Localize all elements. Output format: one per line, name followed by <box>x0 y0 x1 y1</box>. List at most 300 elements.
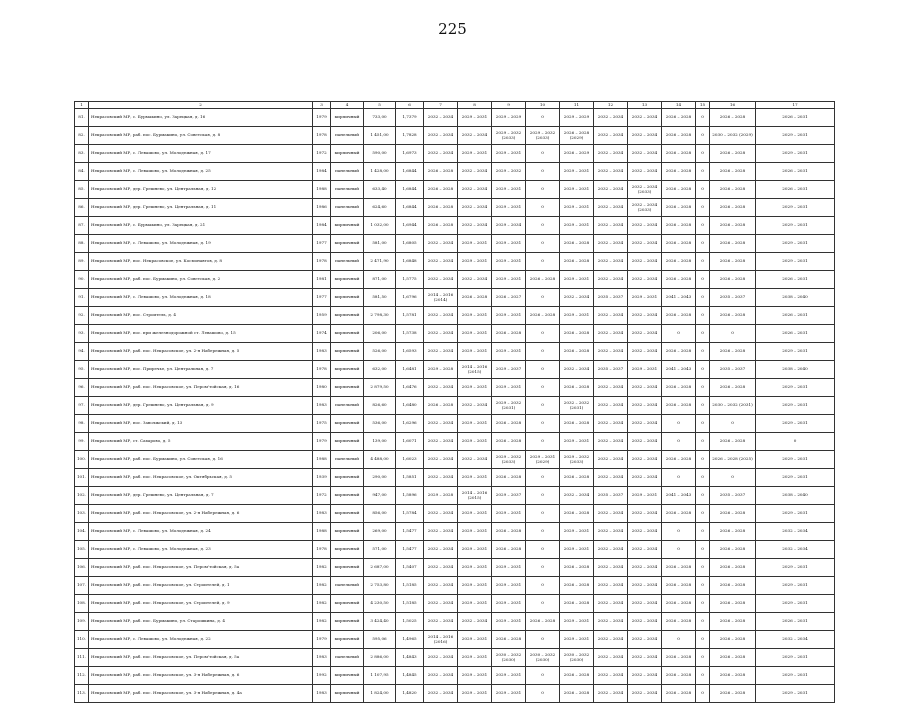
table-row <box>75 325 835 343</box>
table-cell: 269,00 <box>364 523 396 541</box>
table-cell: 2029 – 2031 <box>560 199 594 217</box>
table-cell: 2029 – 2031 <box>492 145 526 163</box>
table-cell: кирпичный <box>331 307 364 325</box>
table-cell: 1982 <box>313 613 331 631</box>
table-cell: 0 <box>696 361 710 379</box>
table-cell: 83. <box>75 145 89 163</box>
table-cell: 2038 – 2040 <box>756 361 835 379</box>
table-cell: 2029 – 2031 <box>458 505 492 523</box>
table-cell: 2026 – 2029 <box>560 145 594 163</box>
table-cell: 526,00 <box>364 343 396 361</box>
table-cell: 2029 – 2031 <box>458 523 492 541</box>
table-cell: панельный <box>331 397 364 415</box>
table-cell: 1,5477 <box>396 523 424 541</box>
table-cell: 2026 – 2028 <box>710 343 756 361</box>
table-cell: 2032 – 2034 <box>424 415 458 433</box>
table-cell: 2026 – 2028 <box>710 505 756 523</box>
table-cell: 2032 – 2034 <box>594 559 628 577</box>
table-cell: 2026 – 2028 <box>662 199 696 217</box>
address-cell: Некрасовский МР, дер. Грешнево, ул. Центральная, д. 11 <box>89 199 313 217</box>
table-cell: 2026 – 2028 <box>662 649 696 667</box>
table-cell: 0 <box>526 559 560 577</box>
table-cell: 2032 – 2034 <box>628 163 662 181</box>
table-cell: 101. <box>75 469 89 487</box>
table-row <box>75 505 835 523</box>
table-cell: 2029 – 2031 <box>458 469 492 487</box>
table-cell: 2032 – 2034 <box>424 685 458 703</box>
table-cell: 2032 – 2034 <box>424 271 458 289</box>
table-cell: 2038 – 2040 <box>756 487 835 505</box>
table-cell: 0 <box>526 667 560 685</box>
table-cell: 108. <box>75 595 89 613</box>
table-cell: 1,5738 <box>396 325 424 343</box>
table-cell: 1978 <box>313 361 331 379</box>
address-cell: Некрасовский МР, раб. пос. Некрасовское, ул. Пером'тойская, д. 5а <box>89 559 313 577</box>
table-cell: 0 <box>696 559 710 577</box>
table-cell: 1984 <box>313 163 331 181</box>
table-cell: 0 <box>526 631 560 649</box>
table-cell: 0 <box>696 415 710 433</box>
table-cell: 2029 – 2031 <box>492 667 526 685</box>
table-cell: 2026 – 2028 <box>710 649 756 667</box>
table-cell: 1 428,00 <box>364 163 396 181</box>
table-cell: 2029 – 2037 <box>492 487 526 505</box>
address-cell: Некрасовский МР, раб. пос. Бурмакино, ул. Советская, д. 2 <box>89 271 313 289</box>
table-cell: панельный <box>331 127 364 145</box>
table-cell: 2032 – 2034 <box>594 541 628 559</box>
table-cell: 1979 <box>313 631 331 649</box>
table-cell: 2029 – 2031 <box>628 289 662 307</box>
address-cell: Некрасовский МР, раб. пос. Некрасовское, ул. Пером'тойская, д. 5а <box>89 649 313 667</box>
table-cell: 2026 – 2028 <box>710 109 756 127</box>
table-cell: 2032 – 2034 <box>628 433 662 451</box>
table-cell: 0 <box>526 289 560 307</box>
table-cell: 139,00 <box>364 433 396 451</box>
table-cell: 0 <box>526 379 560 397</box>
table-cell: 2029 – 2031 <box>756 415 835 433</box>
address-cell: Некрасовский МР, раб. пос. Некрасовское, ул. Октябрьская, д. 5 <box>89 469 313 487</box>
address-cell: Некрасовский МР, с. Левашово, ул. Молодежная, д. 23 <box>89 541 313 559</box>
table-cell: 2026 – 2028 <box>560 577 594 595</box>
table-cell: 2026 – 2028 <box>492 541 526 559</box>
table-cell: 2026 – 2028 <box>662 505 696 523</box>
table-cell: 2026 – 2028 <box>710 613 756 631</box>
table-cell: 1,6796 <box>396 289 424 307</box>
table-cell: 2032 – 2034 <box>424 433 458 451</box>
table-cell: 0 <box>696 271 710 289</box>
table-cell: кирпичный <box>331 559 364 577</box>
table-cell: 2032 – 2034 <box>594 577 628 595</box>
table-cell: 2032 – 2034 <box>594 505 628 523</box>
table-cell: 2026 – 2028 <box>710 631 756 649</box>
table-row <box>75 685 835 703</box>
table-cell: 2029 – 2031 <box>458 541 492 559</box>
table-cell: 1 451,00 <box>364 127 396 145</box>
address-cell: Некрасовский МР, раб. пос. Некрасовское, ул. 2-я Набережная, д. 6 <box>89 505 313 523</box>
table-cell: 2026 – 2028 <box>710 433 756 451</box>
table-cell: 826,60 <box>364 397 396 415</box>
table-cell: 2026 – 2028 <box>662 127 696 145</box>
table-cell: кирпичный <box>331 217 364 235</box>
table-cell: 2026 – 2028 <box>424 217 458 235</box>
table-cell: 2032 – 2034 <box>560 289 594 307</box>
table-cell: 0 <box>696 685 710 703</box>
table-cell: 0 <box>526 253 560 271</box>
table-cell: 1939 <box>313 469 331 487</box>
table-cell: кирпичный <box>331 469 364 487</box>
table-row <box>75 415 835 433</box>
table-cell: 2026 – 2028 <box>710 307 756 325</box>
table-cell: 0 <box>526 397 560 415</box>
table-cell: 0 <box>710 415 756 433</box>
table-cell: 1978 <box>313 541 331 559</box>
table-cell: кирпичный <box>331 523 364 541</box>
table-cell: 2032 – 2034 <box>628 109 662 127</box>
table-cell: кирпичный <box>331 667 364 685</box>
table-cell: 2032 – 2034 <box>424 523 458 541</box>
address-cell: Некрасовский МР, с. Левашово, ул. Молодежная, д. 22 <box>89 631 313 649</box>
table-cell: 2029 – 2031 <box>756 685 835 703</box>
table-cell: 2035 – 2037 <box>710 487 756 505</box>
table-row <box>75 235 835 253</box>
table-cell: 2026 – 2028 <box>710 253 756 271</box>
table-cell: 2032 – 2034 <box>458 163 492 181</box>
table-cell: 2026 – 2028 <box>662 235 696 253</box>
table-cell: 2032 – 2034 <box>628 559 662 577</box>
table-cell: 0 <box>526 577 560 595</box>
table-cell: 1977 <box>313 235 331 253</box>
table-cell: 1,5896 <box>396 487 424 505</box>
table-cell: 2026 – 2028 <box>710 577 756 595</box>
table-cell: 1972 <box>313 145 331 163</box>
table-cell: 2032 – 2034 <box>594 379 628 397</box>
table-cell: 2026 – 2028 <box>710 667 756 685</box>
column-number: 5 <box>364 102 396 109</box>
table-cell: 2029 – 2032 (2033) <box>560 451 594 469</box>
table-cell: кирпичный <box>331 685 364 703</box>
address-cell: Некрасовский МР, раб. пос. Бурмакино, ул. Старошкина, д. 4 <box>89 613 313 631</box>
table-cell: 96. <box>75 379 89 397</box>
table-cell: 2029 – 2031 <box>756 343 835 361</box>
address-cell: Некрасовский МР, дер. Грешнево, ул. Центральная, д. 7 <box>89 487 313 505</box>
table-cell: 2032 – 2034 <box>458 613 492 631</box>
table-cell: 1992 <box>313 667 331 685</box>
table-cell: 2032 – 2034 <box>628 541 662 559</box>
table-cell: 2032 – 2034 <box>628 631 662 649</box>
table-cell: 2026 – 2028 <box>492 631 526 649</box>
table-cell: 2032 – 2034 <box>594 523 628 541</box>
table-cell: 595,06 <box>364 631 396 649</box>
address-cell: Некрасовский МР, с. Бурмакино, ул. Зарецкая, д. 16 <box>89 109 313 127</box>
table-cell: 1,7379 <box>396 109 424 127</box>
table-cell: 0 <box>696 451 710 469</box>
table-cell: 0 <box>526 343 560 361</box>
table-cell: 0 <box>696 163 710 181</box>
table-row <box>75 361 835 379</box>
table-cell: 2032 – 2034 <box>594 307 628 325</box>
table-cell: 2029 – 2031 <box>756 145 835 163</box>
table-cell: 2026 – 2028 <box>560 685 594 703</box>
table-cell: 947,00 <box>364 487 396 505</box>
table-cell: 111. <box>75 649 89 667</box>
table-cell: кирпичный <box>331 631 364 649</box>
register-table <box>74 101 835 703</box>
table-cell: 0 <box>696 469 710 487</box>
table-cell: 581,00 <box>364 235 396 253</box>
table-row <box>75 595 835 613</box>
address-cell: Некрасовский МР, с. Левашово, ул. Молодежная, д. 25 <box>89 163 313 181</box>
table-cell: кирпичный <box>331 487 364 505</box>
table-cell: 2032 – 2034 <box>594 235 628 253</box>
table-cell: панельный <box>331 451 364 469</box>
table-cell: 2032 – 2034 <box>458 181 492 199</box>
table-cell: 2026 – 2028 <box>526 613 560 631</box>
table-cell: 2026 – 2028 <box>710 235 756 253</box>
table-cell: 2026 – 2028 <box>710 181 756 199</box>
table-cell: 2026 – 2031 <box>756 181 835 199</box>
table-cell: 2029 – 2031 <box>628 487 662 505</box>
table-cell: 0 <box>696 667 710 685</box>
table-cell: 2029 – 2032 <box>492 163 526 181</box>
table-cell: панельный <box>331 181 364 199</box>
table-cell: 2032 – 2034 <box>594 649 628 667</box>
address-cell: Некрасовский МР, раб. пос. Бурмакино, ул. Советская, д. 8 <box>89 127 313 145</box>
table-cell: 2032 – 2034 <box>594 325 628 343</box>
table-cell: 2029 – 2031 <box>492 181 526 199</box>
address-cell: Некрасовский МР, пос. Приречье, ул. Центральная, д. 7 <box>89 361 313 379</box>
table-cell: 2029 – 2031 <box>560 217 594 235</box>
table-cell: 102. <box>75 487 89 505</box>
table-cell: 2032 – 2034 (2033) <box>628 199 662 217</box>
table-cell: панельный <box>331 253 364 271</box>
table-cell: 0 <box>696 595 710 613</box>
table-cell: 2035 – 2037 <box>710 289 756 307</box>
table-cell: 2026 – 2031 <box>756 163 835 181</box>
table-cell: 107. <box>75 577 89 595</box>
table-cell: 2026 – 2028 <box>662 181 696 199</box>
table-cell: 0 <box>526 325 560 343</box>
table-cell: 2029 – 2031 <box>458 325 492 343</box>
column-number: 7 <box>424 102 458 109</box>
table-cell: 2026 – 2028 <box>710 145 756 163</box>
table-cell: 1984 <box>313 217 331 235</box>
table-cell: 2032 – 2034 <box>628 415 662 433</box>
table-cell: 0 <box>526 505 560 523</box>
table-cell: 2032 – 2034 <box>424 613 458 631</box>
table-cell: 1974 <box>313 325 331 343</box>
column-number: 17 <box>756 102 835 109</box>
table-cell: 2032 – 2034 <box>628 307 662 325</box>
table-row <box>75 217 835 235</box>
table-cell: 2029 – 2031 <box>492 685 526 703</box>
table-cell: 2029 – 2031 <box>560 307 594 325</box>
table-row <box>75 145 835 163</box>
table-row <box>75 199 835 217</box>
table-cell: 2029 – 2031 <box>492 253 526 271</box>
table-cell: 2026 – 2028 <box>662 109 696 127</box>
table-cell: 0 <box>696 541 710 559</box>
table-cell: 1,6848 <box>396 253 424 271</box>
table-cell: 2029 – 2031 <box>458 433 492 451</box>
table-cell: 2032 – 2034 <box>628 577 662 595</box>
table-cell: 2026 – 2028 <box>710 523 756 541</box>
column-number: 4 <box>331 102 364 109</box>
table-cell: 2032 – 2034 <box>594 271 628 289</box>
table-row <box>75 559 835 577</box>
table-cell: 2029 – 2031 <box>458 343 492 361</box>
table-cell: 81. <box>75 109 89 127</box>
table-cell: 2029 – 2031 <box>756 199 835 217</box>
table-cell: 1,6296 <box>396 415 424 433</box>
table-cell: 1978 <box>313 127 331 145</box>
table-row <box>75 469 835 487</box>
table-cell: 0 <box>526 541 560 559</box>
table-cell: 2030 – 2032 (2031) <box>710 397 756 415</box>
table-cell: 2026 – 2028 <box>662 145 696 163</box>
table-cell: 1,4965 <box>396 631 424 649</box>
table-cell: 0 <box>696 523 710 541</box>
table-cell: 0 <box>662 541 696 559</box>
table-cell: 2032 – 2034 <box>560 361 594 379</box>
table-cell: 2026 – 2028 <box>424 181 458 199</box>
table-cell: 2032 – 2034 <box>424 127 458 145</box>
table-cell: 2029 – 2031 <box>560 523 594 541</box>
table-cell: 2026 – 2028 <box>492 469 526 487</box>
table-cell: 2026 – 2028 <box>710 217 756 235</box>
table-cell: 0 <box>526 109 560 127</box>
table-cell: 2029 – 2031 <box>756 559 835 577</box>
table-cell: 104. <box>75 523 89 541</box>
table-cell: 1 824,00 <box>364 685 396 703</box>
table-cell: 2032 – 2032 (2031) <box>560 397 594 415</box>
table-cell: 2035 – 2037 <box>594 289 628 307</box>
table-cell: 2029 – 2031 <box>458 685 492 703</box>
table-cell: панельный <box>331 577 364 595</box>
table-cell: 2029 – 2031 <box>756 397 835 415</box>
table-cell: 2032 – 2034 <box>594 415 628 433</box>
table-cell: 2026 – 2028 <box>662 559 696 577</box>
table-cell: 1980 <box>313 379 331 397</box>
address-cell: Некрасовский МР, с. Левашово, ул. Молодежная, д. 17 <box>89 145 313 163</box>
table-cell: 1,6805 <box>396 235 424 253</box>
table-cell: 0 <box>710 325 756 343</box>
table-cell: 2038 – 2040 <box>756 289 835 307</box>
table-cell: 112. <box>75 667 89 685</box>
table-cell: 2032 – 2034 <box>458 127 492 145</box>
address-cell: Некрасовский МР, пос. Строитель, д. 4 <box>89 307 313 325</box>
table-cell: 2032 – 2034 <box>628 127 662 145</box>
table-cell: 2026 – 2028 <box>424 397 458 415</box>
table-cell: кирпичный <box>331 505 364 523</box>
table-cell: 2032 – 2034 <box>594 253 628 271</box>
table-cell: 2029 – 2028 <box>424 487 458 505</box>
table-cell: 2026 – 2031 <box>756 325 835 343</box>
table-cell: 2029 – 2029 <box>560 109 594 127</box>
table-cell: 2029 – 2031 <box>458 649 492 667</box>
table-cell: 2032 – 2034 <box>628 649 662 667</box>
table-cell: кирпичный <box>331 271 364 289</box>
table-row <box>75 577 835 595</box>
table-cell: 2026 – 2028 <box>492 433 526 451</box>
table-cell: 0 <box>696 217 710 235</box>
table-cell: 2029 – 2031 <box>756 667 835 685</box>
table-cell: кирпичный <box>331 613 364 631</box>
table-cell: 95. <box>75 361 89 379</box>
table-row <box>75 307 835 325</box>
table-cell: 2041 – 2043 <box>662 487 696 505</box>
table-cell: 2032 – 2034 <box>628 505 662 523</box>
column-number: 15 <box>696 102 710 109</box>
address-cell: Некрасовский МР, пос. Некрасовское, ул. Космонавтов, д. 8 <box>89 253 313 271</box>
table-cell: 4 488,00 <box>364 451 396 469</box>
table-cell: 2026 – 2028 <box>662 667 696 685</box>
table-cell: 86. <box>75 199 89 217</box>
table-cell: 1,5025 <box>396 613 424 631</box>
table-cell: 2029 – 2031 <box>560 433 594 451</box>
table-row <box>75 109 835 127</box>
table-cell: 2032 – 2034 <box>424 307 458 325</box>
table-cell: 2032 – 2034 <box>594 685 628 703</box>
table-cell: 2029 – 2031 <box>458 559 492 577</box>
table-cell: 2026 – 2028 <box>662 397 696 415</box>
table-row <box>75 541 835 559</box>
table-cell: 2030 – 2032 (2030) <box>492 649 526 667</box>
table-cell: 2026 – 2028 <box>662 253 696 271</box>
table-cell: 2032 – 2034 <box>628 451 662 469</box>
table-cell: 2029 – 2031 <box>458 235 492 253</box>
table-cell: 2026 – 2028 <box>424 199 458 217</box>
table-cell: 2029 – 2031 <box>756 505 835 523</box>
table-cell: 2029 – 2031 <box>492 559 526 577</box>
table-cell: 2029 – 2031 <box>560 631 594 649</box>
table-cell: 0 <box>696 109 710 127</box>
table-cell: 1,6973 <box>396 145 424 163</box>
table-cell: 2026 – 2028 <box>526 307 560 325</box>
table-cell: 1981 <box>313 271 331 289</box>
table-cell: 2029 – 2031 <box>560 163 594 181</box>
table-cell: 91. <box>75 289 89 307</box>
table-cell: 2026 – 2028 <box>560 595 594 613</box>
table-cell: 2026 – 2028 <box>492 523 526 541</box>
table-cell: панельный <box>331 163 364 181</box>
table-cell: 2014 – 2016 (2015) <box>458 487 492 505</box>
table-cell: 0 <box>696 433 710 451</box>
table-row <box>75 649 835 667</box>
table-cell: 2029 – 2031 <box>458 595 492 613</box>
table-cell: 0 <box>526 595 560 613</box>
table-cell: 2029 – 2028 <box>424 361 458 379</box>
table-cell: 2032 – 2034 <box>424 667 458 685</box>
table-cell: 633,40 <box>364 181 396 199</box>
table-cell: 2026 – 2028 <box>492 325 526 343</box>
table-cell: кирпичный <box>331 541 364 559</box>
table-cell: 871,00 <box>364 271 396 289</box>
table-row <box>75 181 835 199</box>
table-cell: кирпичный <box>331 595 364 613</box>
table-cell: 2032 – 2034 <box>594 163 628 181</box>
table-cell: 1986 <box>313 199 331 217</box>
table-cell: 3 424,40 <box>364 613 396 631</box>
table-cell: 206,00 <box>364 325 396 343</box>
table-cell: 2032 – 2034 <box>628 145 662 163</box>
table-cell: 2032 – 2034 <box>594 595 628 613</box>
table-cell: 2026 – 2028 <box>492 415 526 433</box>
table-cell: 2026 – 2028 <box>662 613 696 631</box>
table-cell: 2032 – 2034 <box>628 271 662 289</box>
table-cell: 2029 – 2031 <box>492 613 526 631</box>
table-cell: 0 <box>696 505 710 523</box>
table-cell: 2026 – 2028 <box>710 541 756 559</box>
